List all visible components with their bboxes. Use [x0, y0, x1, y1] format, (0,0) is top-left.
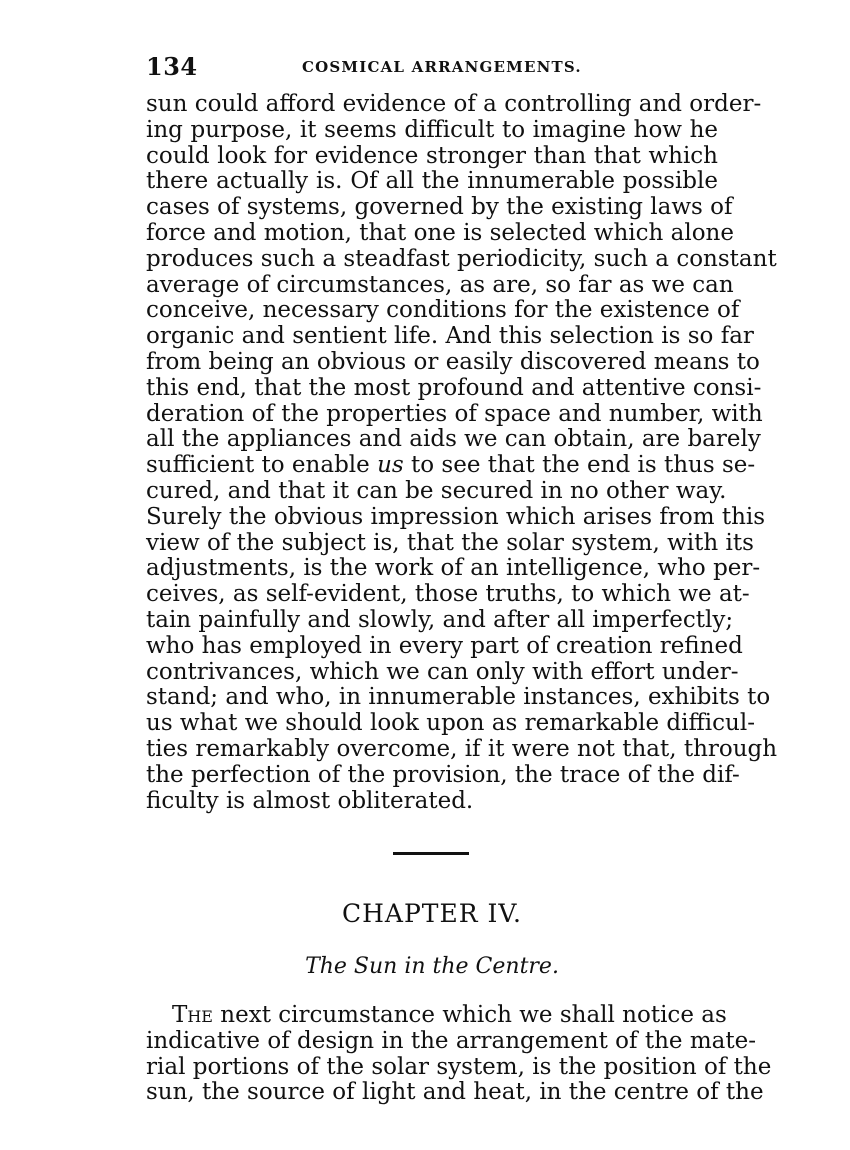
text-line: tain painfully and slowly, and after all imperfectly; [146, 606, 734, 633]
text-line: could look for evidence stronger than that which [146, 142, 718, 169]
text-line: ing purpose, it seems difficult to imagine how he [146, 116, 718, 143]
text-line: indicative of design in the arrangement of the mate- [146, 1027, 756, 1054]
text-line: stand; and who, in innumerable instances, exhibits to [146, 684, 771, 711]
text-line: sufficient to enable us to see that the end is thus se- [146, 452, 756, 479]
text-line: the perfection of the provision, the trace of the dif- [146, 761, 740, 788]
running-title: COSMICAL ARRANGEMENTS. [302, 58, 582, 76]
page-number: 134 [146, 52, 198, 81]
text-line: produces such a steadfast periodicity, such a constant [146, 245, 777, 272]
first-line-rest: next circumstance which we shall notice as [212, 1002, 727, 1028]
text-line: view of the subject is, that the solar system, with its [146, 529, 754, 556]
continued-paragraph [146, 91, 778, 814]
text-line: Surely the obvious impression which arises from this [146, 503, 766, 530]
text-line: cured, and that it can be secured in no other way. [146, 477, 727, 504]
text-line: organic and sentient life. And this selection is so far [146, 323, 754, 350]
text-line: force and motion, that one is selected which alone [146, 219, 734, 246]
section-divider [393, 852, 469, 855]
text-line: deration of the properties of space and number, with [146, 400, 763, 427]
running-head [146, 52, 718, 82]
text-line: rial portions of the solar system, is the position of the [146, 1053, 772, 1080]
text-line: sun, the source of light and heat, in the centre of the [146, 1079, 764, 1106]
text-line: contrivances, which we can only with effort under- [146, 658, 739, 685]
text-line: ceives, as self-evident, those truths, to which we at- [146, 581, 750, 608]
text-line: there actually is. Of all the innumerable possible [146, 168, 718, 195]
text-line: all the appliances and aids we can obtain, are barely [146, 426, 761, 453]
text-line: who has employed in every part of creation refined [146, 632, 743, 659]
text-line: adjustments, is the work of an intelligence, who per- [146, 555, 761, 582]
chapter-heading: CHAPTER IV. [341, 899, 522, 928]
chapter-opening-paragraph [146, 1002, 772, 1106]
text-line: from being an obvious or easily discovered means to [146, 348, 760, 375]
text-line: average of circumstances, as are, so far as we can [146, 271, 734, 298]
text-line: sun could afford evidence of a controlling and order- [146, 91, 762, 117]
text-line: this end, that the most profound and attentive consi- [146, 374, 762, 401]
text-line: cases of systems, governed by the existing laws of [146, 194, 733, 221]
text-line [146, 1002, 727, 1029]
text-line: ties remarkably overcome, if it were not that, through [146, 735, 778, 762]
chapter-subtitle: The Sun in the Centre. [305, 954, 559, 979]
text-line: conceive, necessary conditions for the existence of [146, 297, 740, 324]
text-line: us what we should look upon as remarkable difficul- [146, 710, 755, 737]
opening-word: The [172, 1002, 213, 1028]
emphasized-word: us [377, 452, 404, 479]
text-line: ficulty is almost obliterated. [146, 787, 474, 814]
